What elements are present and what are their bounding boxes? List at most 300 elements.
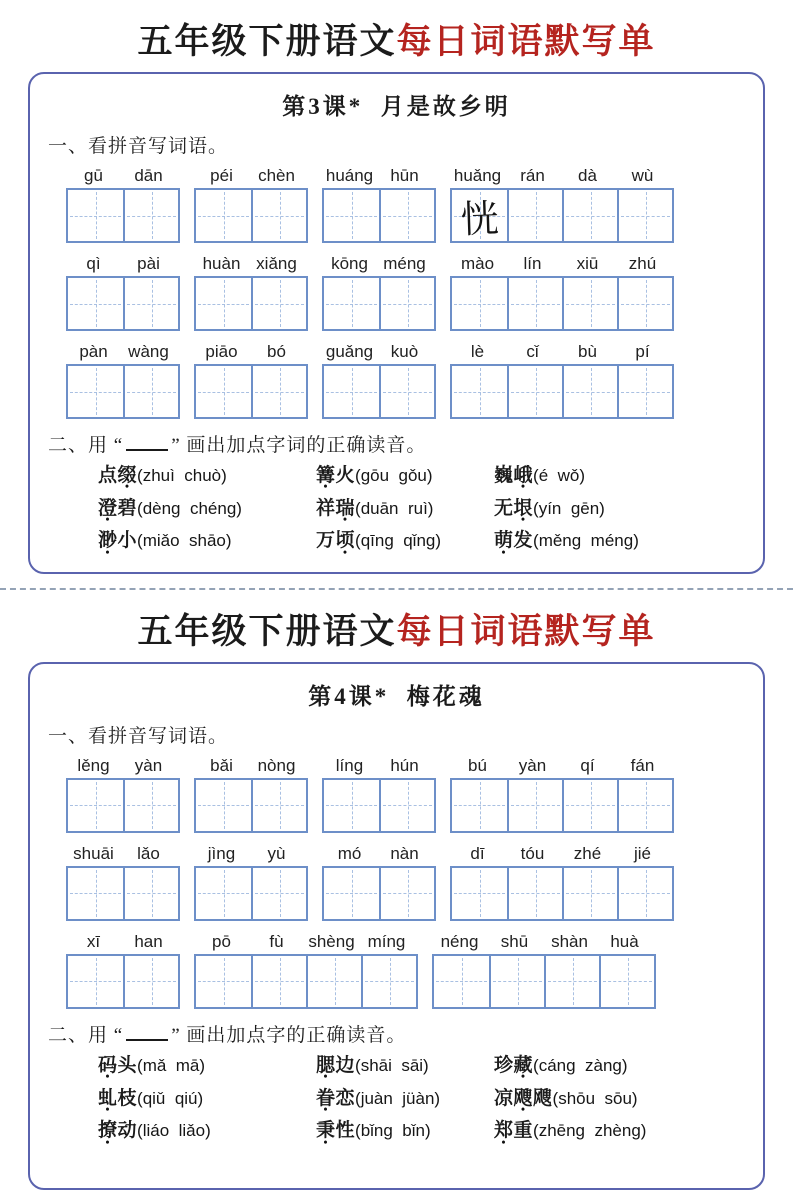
handwritten-char [252, 955, 307, 1008]
writing-cell[interactable] [617, 278, 672, 329]
dotted-char: 秉 [316, 1120, 336, 1142]
dotted-char: 篝 [316, 465, 336, 486]
dotted-char: 眷 [316, 1087, 336, 1109]
word-chars [494, 465, 533, 486]
writing-cell[interactable] [562, 366, 617, 417]
pinyin-syllable: huà [610, 931, 639, 951]
writing-grid [66, 276, 180, 331]
word-char: 凉 [494, 1087, 514, 1109]
writing-cell[interactable] [251, 780, 306, 831]
underline-blank [126, 1035, 168, 1041]
writing-grid [322, 778, 436, 833]
handwritten-char [124, 779, 179, 832]
dotted-char: 缀 [117, 465, 138, 486]
pinyin-syllable: hūn [390, 166, 419, 185]
worksheet-panel [28, 72, 765, 574]
dotted-char: 萌 [494, 530, 514, 552]
word-group [322, 844, 436, 921]
writing-cell[interactable] [452, 278, 507, 329]
handwritten-char [618, 277, 673, 330]
word-chars [494, 1088, 553, 1109]
word-char: 碧 [117, 497, 138, 519]
section2-suffix: ” 画出加点字的正确读音。 [171, 1024, 407, 1046]
writing-cell[interactable] [452, 780, 507, 831]
handwritten-char [563, 277, 618, 330]
handwritten-char [67, 277, 124, 330]
pinyin-syllable: bǎi [210, 755, 233, 775]
handwritten-char [67, 189, 124, 242]
writing-cell[interactable] [196, 956, 251, 1007]
pinyin-labels [66, 254, 180, 274]
lesson-title: 第4课* 梅花魂 [308, 683, 485, 709]
writing-cell[interactable] [324, 868, 379, 919]
writing-cell[interactable] [324, 366, 379, 417]
pinyin-word-row [42, 342, 751, 419]
writing-grid [66, 866, 180, 921]
pinyin-syllable: nàn [390, 843, 419, 863]
pinyin-word-row [42, 756, 751, 833]
page-title [0, 14, 793, 64]
writing-grid [66, 364, 180, 419]
writing-cell[interactable] [507, 278, 562, 329]
handwritten-char [124, 365, 179, 418]
pinyin-syllable: pō [212, 931, 231, 951]
writing-cell[interactable] [507, 780, 562, 831]
pinyin-labels [322, 844, 436, 864]
writing-grid [322, 188, 436, 243]
pinyin-options: (mǎ mā) [137, 1055, 206, 1075]
writing-cell[interactable] [617, 780, 672, 831]
handwritten-char [618, 867, 673, 920]
writing-cell[interactable] [123, 780, 178, 831]
writing-grid [66, 778, 180, 833]
pinyin-labels [450, 844, 674, 864]
pinyin-labels [194, 932, 418, 952]
word-chars [316, 1055, 355, 1076]
pinyin-syllable: yàn [134, 755, 163, 775]
writing-grid [450, 778, 674, 833]
handwritten-char [362, 955, 417, 1008]
dotted-char: 峨 [513, 465, 534, 486]
handwritten-char [618, 779, 673, 832]
word-group [450, 254, 674, 331]
word-char: 万 [316, 530, 336, 552]
pinyin-syllable: néng [440, 931, 479, 951]
pinyin-syllable: shèng [308, 931, 355, 951]
handwritten-char [67, 779, 124, 832]
handwritten-char [323, 277, 380, 330]
handwritten-char [124, 867, 179, 920]
writing-cell[interactable] [617, 868, 672, 919]
section1-label: 一、看拼音写词语。 [48, 136, 229, 157]
pinyin-syllable: yàn [518, 755, 547, 775]
handwritten-char [563, 365, 618, 418]
handwritten-char [252, 779, 307, 832]
word-choice-item [98, 1086, 316, 1112]
word-chars [494, 530, 533, 551]
handwritten-char [451, 779, 508, 832]
pinyin-syllable: bù [578, 342, 597, 361]
handwritten-char [195, 955, 252, 1008]
word-char: 恋 [335, 1087, 356, 1109]
word-group [66, 756, 180, 833]
writing-cell[interactable] [251, 366, 306, 417]
writing-cell[interactable] [562, 190, 617, 241]
pinyin-syllable: lín [523, 254, 542, 273]
pinyin-word-row [42, 932, 751, 1009]
writing-cell[interactable] [324, 278, 379, 329]
word-char: 性 [335, 1120, 356, 1142]
word-group [66, 932, 180, 1009]
pinyin-options: (miǎo shāo) [137, 531, 232, 551]
writing-cell[interactable] [452, 868, 507, 919]
word-char: 边 [335, 1054, 356, 1076]
writing-cell[interactable] [379, 366, 434, 417]
pinyin-syllable: rán [520, 166, 545, 185]
pinyin-labels [194, 756, 308, 776]
handwritten-char [380, 779, 435, 832]
writing-cell[interactable] [196, 278, 251, 329]
writing-cell[interactable] [123, 868, 178, 919]
handwritten-char [563, 867, 618, 920]
word-choice-item [494, 528, 751, 554]
pinyin-syllable: bú [468, 755, 487, 775]
writing-cell[interactable] [251, 190, 306, 241]
writing-cell[interactable] [251, 278, 306, 329]
word-group [322, 756, 436, 833]
pinyin-labels [322, 254, 436, 274]
word-group [66, 166, 180, 243]
word-char: 发 [513, 530, 534, 552]
writing-grid [450, 364, 674, 419]
handwritten-char [563, 779, 618, 832]
dotted-char: 腮 [316, 1054, 336, 1076]
page-title [0, 604, 793, 654]
word-chars [494, 1055, 533, 1076]
word-chars [98, 530, 137, 551]
writing-cell[interactable] [196, 366, 251, 417]
writing-grid [322, 866, 436, 921]
pinyin-syllable: mó [337, 843, 362, 863]
pinyin-syllable: jìng [207, 843, 236, 863]
writing-cell[interactable] [306, 956, 361, 1007]
writing-cell[interactable] [562, 780, 617, 831]
underline-blank [126, 445, 168, 451]
pinyin-syllable: péi [210, 166, 233, 185]
word-chars [316, 498, 355, 519]
pinyin-labels [450, 756, 674, 776]
handwritten-char [252, 189, 307, 242]
dotted-char: 垠 [513, 497, 534, 519]
handwritten-char [380, 277, 435, 330]
pinyin-labels [66, 932, 180, 952]
pinyin-labels [194, 844, 308, 864]
pinyin-options: (liáo liǎo) [137, 1121, 211, 1141]
writing-cell[interactable] [379, 278, 434, 329]
pinyin-syllable: guǎng [325, 342, 374, 361]
writing-cell[interactable] [196, 190, 251, 241]
pinyin-labels [322, 756, 436, 776]
page-divider [0, 588, 793, 590]
writing-cell[interactable] [599, 956, 654, 1007]
word-char: 飕 [533, 1087, 553, 1109]
handwritten-char [451, 277, 508, 330]
phonetic-choice-grid [42, 1053, 751, 1144]
dotted-char: 澄 [98, 497, 118, 519]
word-choice-item [98, 528, 316, 554]
writing-cell[interactable] [123, 278, 178, 329]
pinyin-syllable: dān [134, 166, 163, 185]
handwritten-char [508, 189, 563, 242]
word-group [322, 342, 436, 419]
handwritten-char: 恍 [459, 198, 500, 242]
word-group [450, 844, 674, 921]
word-chars [494, 498, 533, 519]
writing-cell[interactable] [68, 190, 123, 241]
dotted-char: 飕 [513, 1087, 534, 1109]
pinyin-options: (měng méng) [533, 531, 639, 551]
word-chars [98, 498, 137, 519]
writing-grid [194, 778, 308, 833]
handwritten-char [195, 277, 252, 330]
writing-cell[interactable] [452, 366, 507, 417]
writing-cell[interactable] [544, 956, 599, 1007]
pinyin-syllable: kōng [331, 254, 368, 273]
writing-grid [66, 188, 180, 243]
section2-label [42, 430, 751, 457]
pinyin-syllable: nòng [257, 755, 296, 775]
handwritten-char [618, 189, 673, 242]
writing-cell[interactable] [452, 190, 507, 241]
word-chars [316, 1120, 355, 1141]
writing-grid [194, 954, 418, 1009]
pinyin-syllable: pài [137, 254, 160, 273]
pinyin-syllable: mào [460, 254, 495, 273]
dotted-char: 郑 [494, 1120, 514, 1142]
word-choice-item [316, 1118, 494, 1144]
word-chars [98, 465, 137, 486]
word-group [194, 756, 308, 833]
title-grade-part: 五年级下册语文 [137, 22, 397, 61]
pinyin-syllable: zhú [628, 254, 657, 273]
word-choice-item [98, 496, 316, 522]
word-choice-item [98, 1118, 316, 1144]
dotted-char: 藏 [513, 1054, 534, 1076]
pinyin-syllable: qí [580, 755, 595, 775]
handwritten-char [252, 867, 307, 920]
writing-cell[interactable] [361, 956, 416, 1007]
handwritten-char [380, 189, 435, 242]
pinyin-syllable: jié [633, 843, 651, 863]
pinyin-syllable: lǎo [137, 843, 160, 863]
writing-cell[interactable] [507, 868, 562, 919]
dotted-char: 顷 [335, 530, 356, 552]
pinyin-options: (cáng zàng) [533, 1055, 628, 1075]
word-char: 小 [117, 530, 138, 552]
pinyin-syllable: líng [335, 755, 364, 775]
word-group [66, 844, 180, 921]
pinyin-syllable: pàn [79, 342, 108, 361]
handwritten-char [508, 779, 563, 832]
writing-cell[interactable] [434, 956, 489, 1007]
word-group [194, 844, 308, 921]
writing-grid [322, 276, 436, 331]
word-choice-item [494, 1053, 751, 1079]
pinyin-syllable: zhé [573, 843, 602, 863]
writing-cell[interactable] [379, 868, 434, 919]
writing-cell[interactable] [68, 278, 123, 329]
word-group [322, 166, 436, 243]
word-group [194, 932, 418, 1009]
writing-cell[interactable] [68, 366, 123, 417]
writing-grid [66, 954, 180, 1009]
writing-cell[interactable] [617, 366, 672, 417]
pinyin-syllable: kuò [390, 342, 419, 361]
word-choice-item [316, 528, 494, 554]
section2-label [42, 1020, 751, 1047]
dotted-char: 撩 [98, 1120, 118, 1142]
pinyin-syllable: bó [267, 342, 286, 361]
pinyin-labels [194, 166, 308, 186]
worksheet-panel [28, 662, 765, 1190]
pinyin-syllable: xiǎng [256, 254, 297, 273]
word-choice-item [494, 1118, 751, 1144]
section2-prefix: 二、用 “ [48, 1024, 124, 1046]
pinyin-syllable: xiū [576, 254, 599, 273]
handwritten-char [195, 365, 252, 418]
pinyin-syllable: chèn [258, 166, 295, 185]
word-choice-item [316, 1086, 494, 1112]
pinyin-syllable: lè [470, 342, 485, 361]
word-group [450, 166, 674, 243]
handwritten-char [323, 779, 380, 832]
pinyin-syllable: shàn [551, 931, 588, 951]
handwritten-char [451, 867, 508, 920]
pinyin-syllable: shuāi [73, 843, 114, 863]
pinyin-syllable: piāo [205, 342, 238, 361]
pinyin-options: (yín gēn) [533, 498, 605, 518]
writing-cell[interactable] [196, 780, 251, 831]
writing-cell[interactable] [489, 956, 544, 1007]
word-choice-item [98, 463, 316, 489]
writing-cell[interactable] [562, 278, 617, 329]
writing-cell[interactable] [379, 190, 434, 241]
pinyin-options: (shōu sōu) [552, 1088, 638, 1108]
pinyin-syllable: méng [383, 254, 426, 273]
writing-cell[interactable] [68, 868, 123, 919]
pinyin-labels [194, 254, 308, 274]
writing-cell[interactable] [123, 956, 178, 1007]
pinyin-labels [450, 166, 674, 186]
word-chars [316, 530, 355, 551]
writing-cell[interactable] [123, 366, 178, 417]
word-choice-item [316, 496, 494, 522]
word-chars [316, 1088, 355, 1109]
handwritten-char [618, 365, 673, 418]
word-group [194, 166, 308, 243]
lesson-title: 第3课* 月是故乡明 [282, 94, 511, 119]
pinyin-syllable: dà [578, 166, 597, 185]
word-choice-item [316, 1053, 494, 1079]
handwritten-char [195, 779, 252, 832]
writing-cell[interactable] [68, 780, 123, 831]
pinyin-labels [450, 342, 674, 362]
writing-cell[interactable] [507, 190, 562, 241]
pinyin-syllable: xī [86, 931, 101, 951]
writing-grid [194, 276, 308, 331]
handwritten-char [380, 365, 435, 418]
writing-cell[interactable] [507, 366, 562, 417]
pinyin-word-row [42, 166, 751, 243]
handwritten-char [600, 955, 655, 1008]
pinyin-labels [66, 756, 180, 776]
pinyin-options: (duān ruì) [355, 498, 434, 518]
writing-grid [194, 188, 308, 243]
handwritten-char [508, 867, 563, 920]
writing-cell[interactable] [379, 780, 434, 831]
dotted-char: 渺 [98, 530, 118, 552]
handwritten-char [563, 189, 618, 242]
handwritten-char [124, 955, 179, 1008]
handwritten-char [508, 365, 563, 418]
pinyin-options: (dèng chéng) [137, 498, 242, 518]
dotted-char: 码 [98, 1054, 118, 1076]
word-chars [316, 465, 355, 486]
worksheet-document [0, 14, 793, 1190]
pinyin-syllable: huǎng [453, 166, 502, 185]
pinyin-syllable: wàng [128, 342, 169, 361]
word-group [194, 342, 308, 419]
word-group [66, 342, 180, 419]
pinyin-syllable: míng [367, 931, 406, 951]
pinyin-syllable: pí [635, 342, 650, 361]
word-choice-item [494, 1086, 751, 1112]
handwritten-char [124, 189, 179, 242]
writing-cell[interactable] [324, 190, 379, 241]
title-subject-part: 每日词语默写单 [396, 611, 656, 651]
pinyin-syllable: yù [267, 843, 286, 863]
writing-grid [194, 364, 308, 419]
word-choice-item [98, 1053, 316, 1079]
pinyin-options: (é wǒ) [533, 466, 585, 485]
word-group [194, 254, 308, 331]
writing-cell[interactable] [251, 956, 306, 1007]
writing-cell[interactable] [196, 868, 251, 919]
writing-cell[interactable] [68, 956, 123, 1007]
pinyin-syllable: tóu [520, 843, 545, 863]
word-chars [98, 1120, 137, 1141]
word-char: 头 [117, 1054, 138, 1076]
pinyin-options: (zhēng zhèng) [533, 1121, 647, 1141]
writing-cell[interactable] [562, 868, 617, 919]
writing-grid [450, 866, 674, 921]
pinyin-options: (gōu gǒu) [355, 466, 433, 485]
writing-cell[interactable] [123, 190, 178, 241]
word-char: 重 [513, 1120, 534, 1142]
pinyin-syllable: gū [84, 166, 103, 185]
pinyin-options: (zhuì chuò) [137, 466, 227, 485]
handwritten-char [451, 365, 508, 418]
word-group [432, 932, 656, 1009]
pinyin-syllable: wù [631, 166, 654, 185]
writing-cell[interactable] [251, 868, 306, 919]
section1-label: 一、看拼音写词语。 [48, 725, 229, 747]
writing-cell[interactable] [324, 780, 379, 831]
handwritten-char [323, 867, 380, 920]
handwritten-char [252, 277, 307, 330]
pinyin-syllable: huàn [202, 254, 241, 273]
writing-cell[interactable] [617, 190, 672, 241]
